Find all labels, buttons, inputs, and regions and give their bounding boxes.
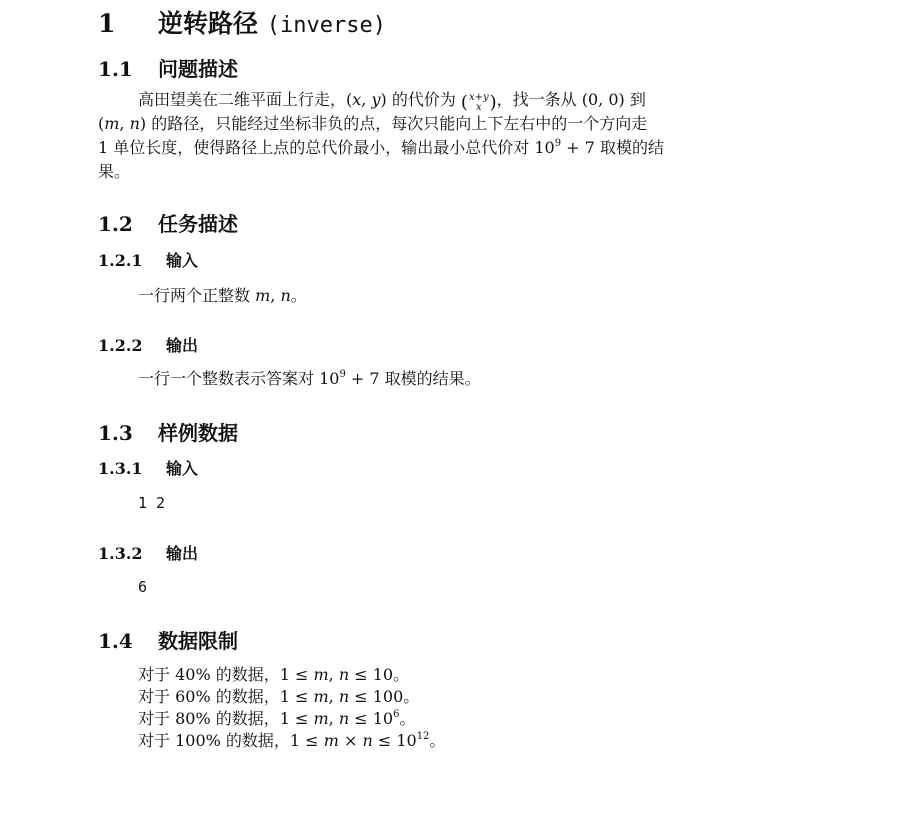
- section-number: 1.4: [98, 629, 133, 653]
- subsection-number: 1.2.2: [98, 336, 143, 355]
- subsection-heading-sample-output: [98, 541, 198, 564]
- page-title: [98, 4, 386, 40]
- section-number: 1.3: [98, 421, 133, 445]
- problem-line-2: (m, n) 的路径，只能经过坐标非负的点，每次只能向上下左右中的一个方向走: [98, 114, 648, 133]
- problem-line-3: 1 单位长度，使得路径上点的总代价最小，输出最小总代价对 $10^9 + 7$ 取模的结: [98, 138, 664, 157]
- section-title: 任务描述: [158, 212, 238, 236]
- problem-line-1: 高田望美在二维平面上行走，(x, y) 的代价为 ( x+y x )，找一条从 (0, 0) 到: [138, 90, 646, 113]
- section-title: 问题描述: [158, 57, 238, 81]
- subsection-number: 1.2.1: [98, 251, 143, 270]
- title-code: (inverse): [266, 13, 386, 38]
- section-heading-task: [98, 208, 238, 237]
- task-output-text: 一行一个整数表示答案对 $10^9 + 7$ 取模的结果。: [138, 369, 481, 388]
- title-text: 逆转路径: [158, 9, 259, 38]
- limit-row: 对于 60% 的数据，1 ≤ m, n ≤ 100。: [138, 687, 420, 706]
- sample-input-value: 1 2: [138, 494, 166, 512]
- section-heading-sample: [98, 417, 238, 446]
- section-number: 1.1: [98, 57, 133, 81]
- section-number: 1.2: [98, 212, 133, 236]
- problem-line-4: 果。: [98, 162, 131, 181]
- section-heading-problem: [98, 53, 238, 82]
- subsection-title: 输出: [166, 336, 199, 355]
- subsection-number: 1.3.1: [98, 459, 143, 478]
- subsection-number: 1.3.2: [98, 544, 143, 563]
- limit-row: 对于 80% 的数据，1 ≤ m, $n \le 10^6$。: [138, 709, 416, 728]
- section-heading-limits: [98, 625, 238, 654]
- binomial-expression: ( x+y x ): [460, 92, 497, 113]
- title-number: 1: [98, 9, 116, 38]
- subsection-title: 输出: [166, 544, 199, 563]
- section-title: 数据限制: [158, 629, 238, 653]
- section-title: 样例数据: [158, 421, 238, 445]
- subsection-heading-task-input: [98, 248, 198, 271]
- subsection-title: 输入: [166, 459, 199, 478]
- task-input-text: 一行两个正整数 m, n。: [138, 286, 307, 305]
- limit-row: 对于 100% 的数据，$1 \le m \times n \le 10^{12}$。: [138, 731, 446, 750]
- limits-list: [138, 664, 445, 752]
- subsection-heading-sample-input: [98, 456, 198, 479]
- subsection-heading-task-output: [98, 333, 198, 356]
- limit-row: 对于 40% 的数据，1 ≤ m, n ≤ 10。: [138, 665, 410, 684]
- problem-description: [98, 88, 758, 184]
- sample-output-value: 6: [138, 578, 148, 596]
- subsection-title: 输入: [166, 251, 199, 270]
